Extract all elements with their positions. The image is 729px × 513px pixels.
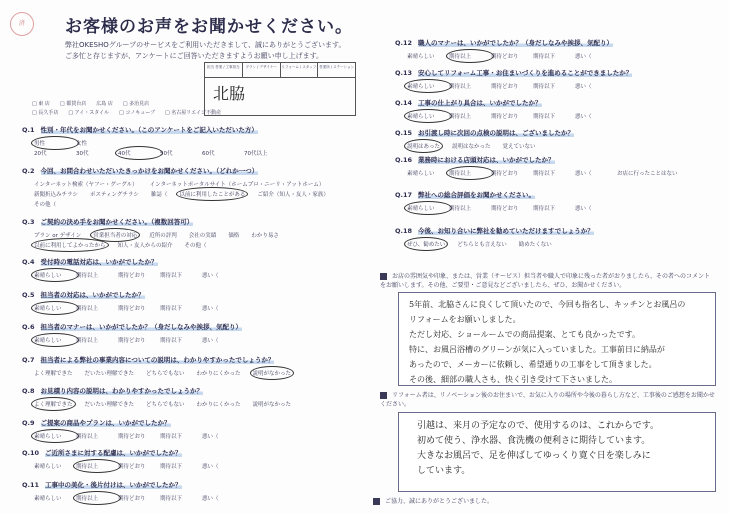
answer-options xyxy=(22,271,352,279)
handwritten-line: あったので、メーカーに依頼し、希望通りの工事をして頂きました。 xyxy=(409,360,657,369)
question-number: Q.5 xyxy=(22,291,35,299)
answer-option[interactable]: 知人・友人からの紹介 xyxy=(117,243,173,249)
answer-option[interactable]: 素晴らしい xyxy=(407,112,449,120)
answer-option[interactable] xyxy=(244,139,286,147)
answer-option[interactable]: 営業担当者の対応 xyxy=(93,233,138,239)
question-text: ご近所さまに対する配慮は、いかがでしたか？ xyxy=(45,449,182,457)
answer-option[interactable]: 20代 xyxy=(34,151,47,157)
question-number: Q.2 xyxy=(22,167,35,175)
answer-option[interactable]: 期待以下 xyxy=(533,114,556,120)
staff-header: 営業所 / ステーション xyxy=(319,65,354,69)
question-title xyxy=(395,68,725,77)
question-block xyxy=(395,190,725,212)
answer-option[interactable]: 素晴らしい xyxy=(407,171,435,177)
question-block xyxy=(22,386,352,408)
answer-option[interactable]: 悪い（ xyxy=(575,84,592,90)
answer-option[interactable]: 期待どおり xyxy=(491,54,519,60)
answer-option[interactable]: 期待どおり xyxy=(491,114,519,120)
question-title xyxy=(22,125,352,134)
footer-thanks xyxy=(373,496,493,505)
answer-option[interactable]: 70代以上 xyxy=(244,151,268,157)
answer-option[interactable]: プラン or デザイン xyxy=(34,233,82,239)
question-text: 受付時の電話対応は、いかがでしたか？ xyxy=(40,258,158,266)
answer-option[interactable]: 以前に利用したことがある xyxy=(179,192,246,198)
store-option[interactable]: □ アイ・スタイル xyxy=(68,110,110,116)
question-title xyxy=(22,322,352,331)
question-text: 担当者の対応は、いかがでしたか？ xyxy=(40,291,145,299)
question-block xyxy=(395,68,725,90)
answer-option[interactable]: 悪い（ xyxy=(575,206,592,212)
answer-option[interactable]: 悪い（ xyxy=(202,434,219,440)
question-text: 工事の仕上がり具合は、いかがでしたか？ xyxy=(418,99,542,107)
question-text: 安心してリフォーム工事・お住まいづくりを進めることができましたか？ xyxy=(418,69,633,77)
staff-header: リフォーム / スタッフ xyxy=(281,63,319,77)
answer-options xyxy=(395,204,725,212)
answer-options xyxy=(22,432,352,440)
answer-option[interactable]: 悪い（ xyxy=(202,338,219,344)
answer-option[interactable]: 説明はなかった xyxy=(451,144,491,150)
answer-option[interactable]: 50代 xyxy=(160,151,173,157)
square-bullet-icon xyxy=(373,498,380,505)
answer-options xyxy=(395,82,725,90)
store-option[interactable]: 広島 店 xyxy=(96,101,113,107)
answer-options xyxy=(395,52,725,60)
question-title xyxy=(22,257,352,266)
question-title xyxy=(22,290,352,299)
question-block xyxy=(22,290,352,312)
question-block xyxy=(395,98,725,120)
answer-option[interactable]: 近所の評判 xyxy=(149,233,177,239)
received-stamp: 済 xyxy=(10,12,34,36)
question-number: Q.1 xyxy=(22,126,35,134)
answer-option[interactable]: どちらでもない xyxy=(146,402,185,408)
intro-line: 弊社OKESHOグループのサービスをご利用いただきまして、誠にありがとうございます。 xyxy=(65,41,346,49)
question-number: Q.4 xyxy=(22,258,35,266)
question-title xyxy=(22,355,352,364)
handwritten-line: ただし対応、ショールームでの商品提案、とても良かったです。 xyxy=(409,330,641,339)
answer-option[interactable]: 期待以上 xyxy=(76,494,118,502)
answer-option[interactable]: 悪い（ xyxy=(575,54,592,60)
question-title xyxy=(22,480,352,489)
question-number: Q.7 xyxy=(22,356,35,364)
answer-option[interactable]: 覚えていない xyxy=(502,144,536,150)
question-block xyxy=(22,217,352,249)
question-text: 今後、お知り合いに弊社を勧めていただけますでしょうか？ xyxy=(418,227,594,235)
store-option[interactable]: □ 名古屋リエイジ不動産 xyxy=(164,110,222,116)
comment1-label-text: お店の雰囲気や印象、または、営業（サービス）担当者や職人で印象に残った者がおりましたら、その者へのコメントをお願いします。その他、ご要望・ご意見などございましたら、ぜひ、お聞かせください。 xyxy=(380,273,711,289)
answer-option[interactable]: 勧めたくない xyxy=(518,242,552,248)
answer-option[interactable]: 説明がなかった xyxy=(252,402,292,408)
answer-options xyxy=(22,231,352,249)
answer-options xyxy=(22,139,352,157)
question-block xyxy=(22,418,352,440)
page-title: お客様のお声をお聞かせください。 xyxy=(65,17,353,37)
answer-option[interactable]: 期待以上 xyxy=(449,169,491,177)
answer-option[interactable]: 素晴らしい xyxy=(34,304,76,312)
question-block xyxy=(395,226,725,248)
answer-option[interactable]: わかりにくかった xyxy=(196,371,241,377)
question-block xyxy=(395,128,725,150)
answer-option[interactable]: どちらでもない xyxy=(146,371,185,377)
question-title xyxy=(22,418,352,427)
handwritten-line: リフォームをお願いしました。 xyxy=(409,315,521,324)
answer-option[interactable]: 以前に利用してよかったから xyxy=(34,243,106,249)
question-text: 職人のマナーは、いかがでしたか？（身だしなみや挨拶、気配り） xyxy=(418,39,614,47)
square-bullet-icon xyxy=(380,392,387,399)
question-number: Q.6 xyxy=(22,323,35,331)
answer-option[interactable]: 期待以下 xyxy=(160,273,183,279)
answer-option[interactable]: 悪い（ xyxy=(202,306,219,312)
answer-options xyxy=(395,142,725,150)
comment2-label xyxy=(380,391,715,409)
answer-option[interactable]: 説明はあった xyxy=(407,144,440,150)
answer-option[interactable]: 期待以上 xyxy=(76,462,118,470)
answer-option[interactable]: 男性 xyxy=(34,139,76,147)
question-text: お見積り内容の説明は、わかりやすかったでしょうか？ xyxy=(40,387,204,395)
answer-option[interactable]: 期待以下 xyxy=(533,54,556,60)
handwritten-line: しています。 xyxy=(417,466,471,476)
answer-option[interactable]: 期待以上 xyxy=(76,434,99,440)
answer-option[interactable]: 悪い（ xyxy=(575,171,592,177)
question-title xyxy=(395,190,725,199)
staff-box xyxy=(204,62,356,116)
answer-option[interactable]: 素晴らしい xyxy=(34,271,76,279)
question-block xyxy=(395,155,725,177)
answer-option[interactable]: 悪い（ xyxy=(202,464,219,470)
answer-option[interactable]: 30代 xyxy=(76,151,89,157)
answer-option[interactable]: 素晴らしい xyxy=(407,204,449,212)
question-number: Q.8 xyxy=(22,387,35,395)
answer-option[interactable]: 悪い（ xyxy=(202,273,219,279)
question-title xyxy=(22,386,352,395)
store-option[interactable]: □ 東 店 xyxy=(32,101,50,107)
store-checklist xyxy=(32,100,221,118)
question-number: Q.10 xyxy=(22,449,40,457)
square-bullet-icon xyxy=(380,273,387,280)
answer-options xyxy=(395,240,725,248)
comment1-box[interactable] xyxy=(398,292,716,386)
question-number: Q.18 xyxy=(395,227,413,235)
question-title xyxy=(22,217,352,226)
answer-option[interactable]: 素晴らしい xyxy=(34,432,76,440)
question-text: 今回、お問合わせいただいたきっかけをお聞かせください。（どれか一つ） xyxy=(40,167,259,175)
question-number: Q.11 xyxy=(22,481,40,489)
answer-option[interactable]: 期待以上 xyxy=(449,206,472,212)
answer-option[interactable]: だいたい理解できた xyxy=(84,371,135,377)
answer-option[interactable]: よく理解できた xyxy=(34,402,73,408)
answer-option[interactable]: 素晴らしい xyxy=(407,54,435,60)
answer-option[interactable]: ポスティングチラシ xyxy=(90,192,139,198)
question-number: Q.12 xyxy=(395,39,413,47)
answer-option[interactable]: その他（ xyxy=(184,243,207,249)
answer-option[interactable]: 60代 xyxy=(202,151,215,157)
handwritten-line: 特に、お風呂浴槽のグリーンが気に入っていました。工事前日に納品が xyxy=(409,345,665,354)
answer-option[interactable]: 悪い（ xyxy=(575,114,592,120)
answer-options xyxy=(22,369,352,377)
question-title xyxy=(22,166,352,175)
answer-option[interactable]: ご紹介（知人・友人・家族） xyxy=(257,192,329,198)
question-text: 性別・年代をお聞かせください。（このアンケートをご記入いただいた方） xyxy=(40,126,258,134)
answer-option[interactable]: 期待以下 xyxy=(160,338,183,344)
question-title xyxy=(395,226,725,235)
handwritten-line: 初めて使う、浄水器、食洗機の便利さに期待しています。 xyxy=(417,436,651,446)
answer-option[interactable]: 素晴らしい xyxy=(34,336,76,344)
answer-option[interactable]: その他（ xyxy=(34,202,57,208)
intro-line: ご多忙と存じますが、アンケートにご回答いただきますようお願い申し上げます。 xyxy=(65,52,324,60)
answer-option[interactable]: 期待以下 xyxy=(533,206,556,212)
answer-option[interactable]: 女性 xyxy=(76,141,88,147)
answer-option[interactable]: 価格 xyxy=(228,233,240,239)
answer-option[interactable]: 期待以上 xyxy=(76,273,99,279)
answer-option[interactable]: 期待以上 xyxy=(449,114,472,120)
answer-options xyxy=(395,112,725,120)
answer-options xyxy=(22,304,352,312)
question-number: Q.17 xyxy=(395,191,413,199)
question-number: Q.14 xyxy=(395,99,413,107)
staff-header: 担当 営業 / 工事担当 xyxy=(205,63,243,77)
question-text: 担当者のマナーは、いかがでしたか？（身だしなみや挨拶、気配り） xyxy=(40,323,243,331)
question-title xyxy=(22,448,352,457)
answer-option[interactable]: だいたい理解できた xyxy=(84,402,135,408)
answer-option[interactable]: 期待どおり xyxy=(118,338,146,344)
staff-name: 北脇 xyxy=(213,84,246,103)
answer-options xyxy=(22,336,352,344)
question-number: Q.16 xyxy=(395,156,413,164)
answer-option[interactable]: 期待以下 xyxy=(533,84,556,90)
answer-option[interactable]: 期待以上 xyxy=(449,84,472,90)
answer-options xyxy=(395,169,725,177)
question-text: 工事中の美化・後片付けは、いかがでしたか？ xyxy=(45,481,182,489)
answer-option[interactable]: 期待以下 xyxy=(160,306,183,312)
answer-option[interactable]: わかり易さ xyxy=(251,233,279,239)
answer-option[interactable]: 素晴らしい xyxy=(34,464,62,470)
answer-option[interactable]: 期待どおり xyxy=(118,306,146,312)
question-text: ご契約の決め手をお聞かせください。（複数回答可） xyxy=(40,218,194,226)
answer-option[interactable]: 期待以下 xyxy=(160,496,183,502)
answer-option[interactable]: インターネットポータルサイト（ホームプロ・ニーリ・アットホーム） xyxy=(149,182,325,188)
question-block xyxy=(22,125,352,157)
footer-text: ご協力、誠にありがとうございました。 xyxy=(385,498,494,505)
question-text: 弊社への総合評価をお聞かせください。 xyxy=(418,191,536,199)
answer-option[interactable] xyxy=(202,139,244,147)
answer-options xyxy=(22,400,352,408)
store-option[interactable]: □ コノキューブ xyxy=(119,110,155,116)
question-block xyxy=(22,480,352,502)
answer-option[interactable]: 期待どおり xyxy=(118,434,146,440)
handwritten-line: 引越は、来月の予定なので、使用するのは、これからです。 xyxy=(417,421,660,431)
answer-option[interactable]: 会社の実績 xyxy=(188,233,217,239)
answer-option[interactable] xyxy=(160,139,202,147)
question-number: Q.3 xyxy=(22,218,35,226)
answer-option[interactable]: 期待以下 xyxy=(160,464,183,470)
answer-option[interactable]: 期待以上 xyxy=(449,52,491,60)
answer-option[interactable]: インターネット検索（ヤフー・グーグル） xyxy=(34,182,138,188)
answer-option[interactable]: 説明がなかった xyxy=(252,371,292,377)
question-title xyxy=(395,38,725,47)
answer-options xyxy=(22,180,352,208)
question-block xyxy=(22,322,352,344)
answer-options xyxy=(22,462,352,470)
answer-option[interactable]: よく理解できた xyxy=(34,371,73,377)
question-number: Q.13 xyxy=(395,69,413,77)
answer-option[interactable]: 40代 xyxy=(118,149,160,157)
answer-option[interactable]: 新聞折込みチラシ xyxy=(34,192,79,198)
comment2-label-text: リフォーム者は、リノベーション後のお住まいで、お気に入りの場所や今後の暮らし方など、工事後のご感想をお聞かせください。 xyxy=(380,392,715,408)
question-title xyxy=(395,128,725,137)
answer-option[interactable]: どちらとも言えない xyxy=(457,242,507,248)
comment1-label xyxy=(380,272,715,290)
answer-option[interactable]: 期待どおり xyxy=(118,464,146,470)
store-option[interactable]: □ 都賀台店 xyxy=(59,101,87,107)
question-title xyxy=(395,98,725,107)
handwritten-line: その後、細部の職人さも、快く引き受けて下さいました。 xyxy=(409,375,617,384)
question-text: 業務時における店頭対応は、いかがでしたか？ xyxy=(418,156,555,164)
answer-option[interactable]: 悪い（ xyxy=(202,496,219,502)
question-block xyxy=(22,166,352,208)
store-option[interactable]: □ 多治見店 xyxy=(122,101,150,107)
answer-option[interactable] xyxy=(286,139,328,147)
answer-option[interactable]: 期待以下 xyxy=(533,171,556,177)
answer-option[interactable]: 期待どおり xyxy=(491,84,519,90)
question-block xyxy=(22,355,352,377)
answer-options xyxy=(22,494,352,502)
question-block xyxy=(395,38,725,60)
staff-header: プラン / デザイナー xyxy=(243,63,281,77)
answer-option[interactable]: 期待どおり xyxy=(118,273,146,279)
answer-option[interactable]: 期待以上 xyxy=(76,338,99,344)
question-number: Q.9 xyxy=(22,419,35,427)
question-text: 担当者による弊社の事業内容についての説明は、わかりやすかったでしょうか？ xyxy=(40,356,275,364)
answer-option[interactable]: お店に行ったことはない xyxy=(617,171,678,177)
question-block xyxy=(22,257,352,279)
question-text: ご提案の商品やプランは、いかがでしたか？ xyxy=(40,419,171,427)
answer-option[interactable]: ぜひ、勧めたい xyxy=(407,242,446,248)
question-text: お引渡し時に次回の点検の説明は、ございましたか？ xyxy=(418,129,575,137)
answer-option[interactable]: 素晴らしい xyxy=(34,496,62,502)
question-block xyxy=(22,448,352,470)
answer-option[interactable]: 素晴らしい xyxy=(407,82,449,90)
answer-option[interactable]: 雑誌（ xyxy=(150,192,168,198)
comment2-box[interactable] xyxy=(398,412,716,492)
question-number: Q.15 xyxy=(395,129,413,137)
answer-option[interactable]: 期待以下 xyxy=(160,434,183,440)
answer-option[interactable]: 期待どおり xyxy=(491,171,519,177)
handwritten-line: 5年前、北脇さんに良くして頂いたので、今回も指名し、キッチンとお風呂の xyxy=(409,300,686,309)
answer-option[interactable]: わかりにくかった xyxy=(196,402,241,408)
answer-option[interactable]: 期待どおり xyxy=(118,496,146,502)
handwritten-line: 大きなお風呂で、足を伸ばしてゆっくり寛ぐ日を楽しみに xyxy=(417,451,651,461)
intro-text xyxy=(65,40,365,62)
store-option[interactable]: □ 長久手店 xyxy=(32,110,59,116)
question-title xyxy=(395,155,725,164)
answer-option[interactable]: 期待以上 xyxy=(76,306,99,312)
answer-option[interactable]: 期待どおり xyxy=(491,206,519,212)
